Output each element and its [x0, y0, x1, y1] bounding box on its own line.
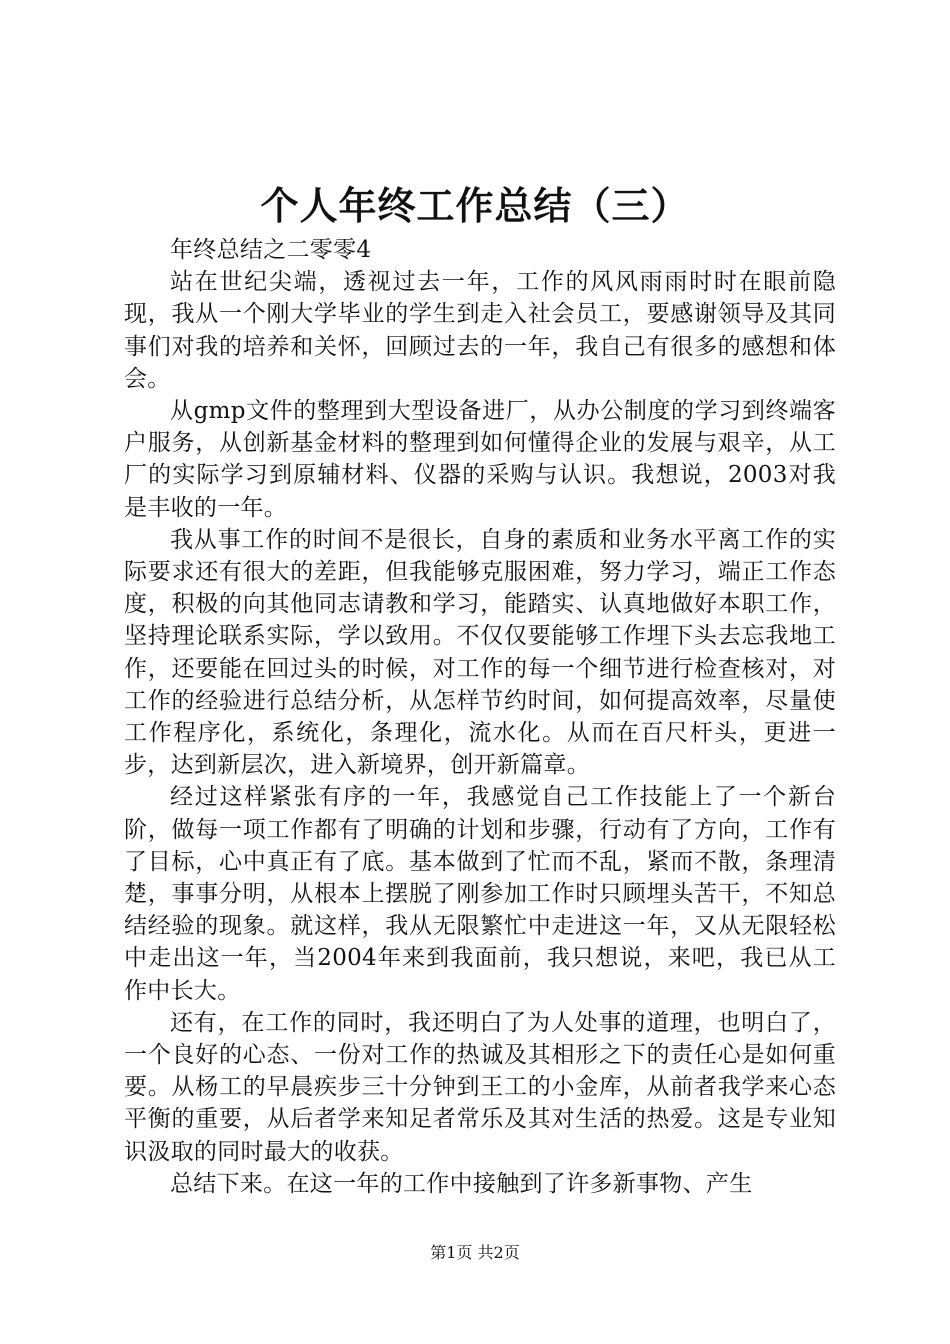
paragraph: 还有，在工作的同时，我还明白了为人处事的道理，也明白了，一个良好的心态、一份对工作的热诚及其相形之下的责任心是如何重要。从杨工的早晨疾步三十分钟到王工的小金库，从前者我学来心态平衡的重要，从后者学来知足者常乐及其对生活的热爱。这是专业知识汲取的同时最大的收获。 [124, 1009, 836, 1165]
paragraph: 经过这样紧张有序的一年，我感觉自己工作技能上了一个新台阶，做每一项工作都有了明确的计划和步骤，行动有了方向，工作有了目标，心中真正有了底。基本做到了忙而不乱，紧而不散，条理清楚，事事分明，从根本上摆脱了刚参加工作时只顾埋头苦干，不知总结经验的现象。就这样，我从无限繁忙中走进这一年，又从无限轻松中走出这一年，当2004年来到我面前，我只想说，来吧，我已从工作中长大。 [124, 784, 836, 1004]
paragraph: 站在世纪尖端，透视过去一年，工作的风风雨雨时时在眼前隐现，我从一个刚大学毕业的学生到走入社会员工，要感谢领导及其同事们对我的培养和关怀，回顾过去的一年，我自己有很多的感想和体会。 [124, 269, 836, 392]
paragraph-subtitle: 年终总结之二零零4 [170, 237, 372, 263]
paragraph: 总结下来。在这一年的工作中接触到了许多新事物、产生 [170, 1170, 753, 1197]
document-body [124, 234, 836, 1200]
paragraph: 我从事工作的时间不是很长，自身的素质和业务水平离工作的实际要求还有很大的差距，但我能够克服困难，努力学习，端正工作态度，积极的向其他同志请教和学习，能踏实、认真地做好本职工作，坚持理论联系实际，学以致用。不仅仅要能够工作埋下头去忘我地工作，还要能在回过头的时候，对工作的每一个细节进行检查核对，对工作的经验进行总结分析，从怎样节约时间，如何提高效率，尽量使工作程序化，系统化，条理化，流水化。从而在百尺杆头，更进一步，达到新层次，进入新境界，创开新篇章。 [124, 526, 836, 779]
paragraph: 从gmp文件的整理到大型设备进厂，从办公制度的学习到终端客户服务，从创新基金材料的整理到如何懂得企业的发展与艰辛，从工厂的实际学习到原辅材料、仪器的采购与认识。我想说，2003对我是丰收的一年。 [124, 398, 836, 521]
document-title: 个人年终工作总结（三） [260, 183, 690, 228]
page-number-footer: 第1页 共2页 [430, 1243, 520, 1262]
